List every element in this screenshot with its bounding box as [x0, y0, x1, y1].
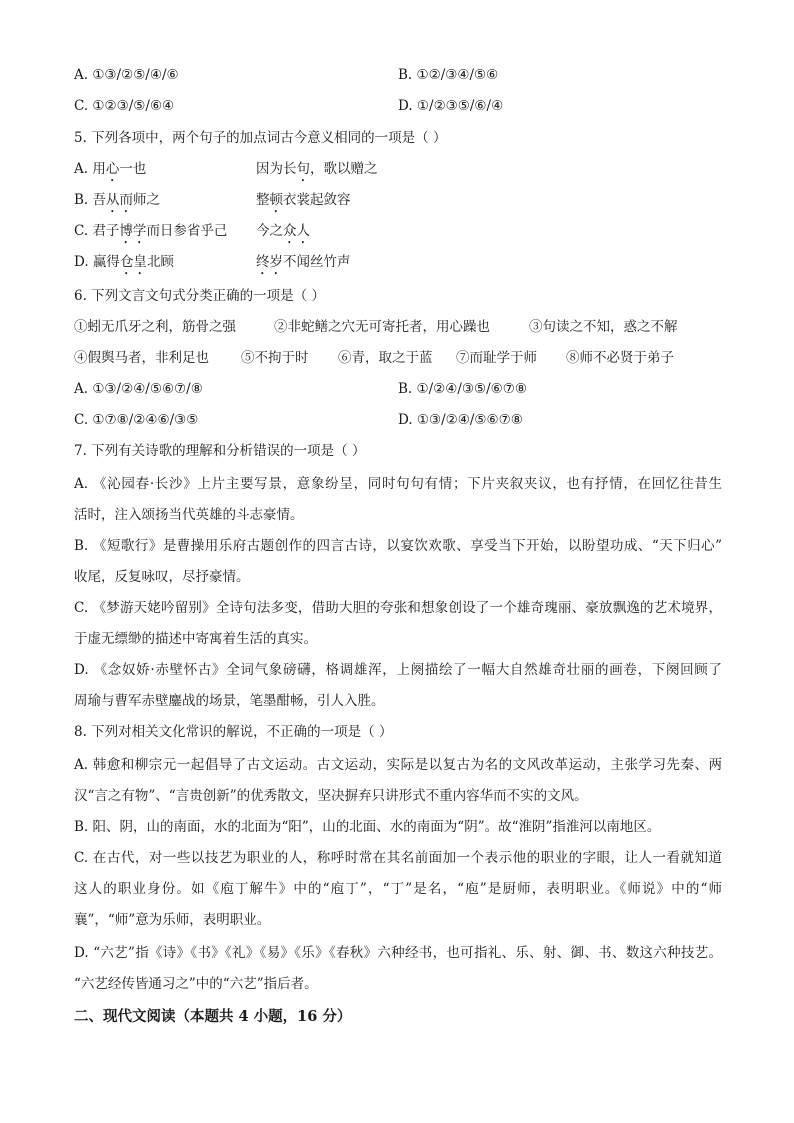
option-prefix: C. [74, 223, 93, 239]
q7-option-b-line1: B. 《短歌行》是曹操用乐府古题创作的四言古诗，以宴饮欢歌、享受当下开始，以盼望功成、“天下归心” [74, 538, 722, 554]
q6-option-a: A. ①③/②④/⑤⑥⑦/⑧ [74, 381, 203, 397]
option-prefix: D. [74, 254, 93, 270]
text: 因为长 [256, 161, 297, 177]
q4-option-d: D. ①/②③⑤/⑥/④ [398, 98, 504, 114]
q5-b-right [256, 191, 351, 216]
option-prefix: A. [74, 161, 93, 177]
q8-stem: 8. 下列对相关文化常识的解说，不正确的一项是（ ） [74, 724, 393, 740]
q5-stem: 5. 下列各项中，两个句子的加点词古今意义相同的一项是（ ） [74, 130, 447, 146]
q6-sentence-2: ②非蛇鳝之穴无可寄托者，用心躁也 [274, 319, 490, 335]
q8-option-a-line2: 汉“言之有物”、“言贵创新”的优秀散文，坚决摒弃只讲形式不重内容华而不实的文风。 [74, 788, 588, 804]
q5-c-right [256, 222, 310, 247]
q4-option-c: C. ①②③/⑤/⑥④ [74, 98, 175, 114]
q8-option-b-line1: B. 阳、阴，山的南面，水的北面为“阳”，山的北面、水的南面为“阴”。故“淮阴”指淮河以南地区。 [74, 819, 661, 835]
q7-option-c-line1: C. 《梦游天姥吟留别》全诗句法多变，借助大胆的夸张和想象创设了一个雄奇瑰丽、豪放飘逸的艺术境界， [74, 600, 722, 616]
q7-option-b-line2: 收尾，反复咏叹，尽抒豪情。 [74, 569, 250, 585]
text: 师之 [133, 192, 161, 208]
q4-option-b: B. ①②/③④/⑤⑥ [398, 67, 499, 83]
text: 衣裳起敛容 [283, 192, 351, 208]
q7-option-d-line2: 周瑜与曹军赤壁鏖战的场景，笔墨酣畅，引人入胜。 [74, 693, 385, 709]
q7-stem: 7. 下列有关诗歌的理解和分析错误的一项是（ ） [74, 443, 366, 459]
q5-c-left [74, 222, 227, 247]
q7-option-a-line1: A. 《沁园春·长沙》上片主要写景，意象纷呈，同时句句有情；下片夹叙夹议，也有抒情，在回忆往昔生 [74, 476, 722, 492]
dotted-word: 句 [296, 161, 310, 177]
q6-sentence-3: ③句读之不知，惑之不解 [529, 319, 678, 335]
q6-sentence-8: ⑧师不必贤于弟子 [566, 350, 674, 366]
text: 赢得 [92, 254, 120, 270]
q8-option-c-line1: C. 在古代，对一些以技艺为职业的人，称呼时常在其名前面加一个表示他的职业的字眼，让人一看就知道 [74, 850, 722, 866]
dotted-word: 顿 [269, 192, 283, 208]
q5-b-left [74, 191, 160, 216]
text: 一也 [119, 161, 147, 177]
q6-sentence-6: ⑥青，取之于蓝 [338, 350, 433, 366]
text: 不闻丝竹声 [283, 254, 351, 270]
text: 用 [92, 161, 106, 177]
text: 北顾 [146, 254, 174, 270]
section-heading: 二、现代文阅读（本题共 4 小题，16 分） [74, 1008, 352, 1025]
q6-stem: 6. 下列文言文句式分类正确的一项是（ ） [74, 288, 325, 304]
q8-option-a-line1: A. 韩愈和柳宗元一起倡导了古文运动。古文运动，实际是以复古为名的文风改革运动，主张学习先秦、两 [74, 757, 722, 773]
q6-sentence-7: ⑦而耻学于师 [456, 350, 537, 366]
q4-option-a: A. ①③/②⑤/④/⑥ [74, 67, 179, 83]
text: ，歌以赠之 [310, 161, 378, 177]
text: 吾 [92, 192, 107, 208]
q6-option-b: B. ①/②④/③⑤/⑥⑦⑧ [398, 381, 527, 397]
q7-option-c-line2: 于虚无缥缈的描述中寄寓着生活的真实。 [74, 631, 317, 647]
text: 君子 [92, 223, 120, 239]
q5-a-right [256, 160, 378, 185]
dotted-word: 众人 [283, 223, 310, 239]
q8-option-d-line1: D. “六艺”指《诗》《书》《礼》《易》《乐》《春秋》六种经书，也可指礼、乐、射、御、书、数这六种技艺。 [74, 945, 722, 961]
dotted-word: 博学 [119, 223, 147, 239]
q7-option-d-line1: D. 《念奴娇·赤壁怀古》全词气象磅礴，格调雄浑，上阕描绘了一幅大自然雄奇壮丽的画卷，下阕回顾了 [74, 662, 722, 678]
dotted-word: 仓皇 [119, 254, 147, 270]
dotted-word: 从而 [106, 192, 134, 208]
q6-sentence-4: ④假舆马者，非利足也 [74, 350, 209, 366]
q5-a-left [74, 160, 146, 185]
q5-d-right [256, 253, 351, 278]
q8-option-c-line2: 这人的职业身份。如《庖丁解牛》中的“庖丁”，“丁”是名，“庖”是厨师，表明职业。《师说》中的“师 [74, 881, 722, 897]
q6-sentence-5: ⑤不拘于时 [241, 350, 309, 366]
q6-option-c: C. ①⑦⑧/②④⑥/③⑤ [74, 412, 199, 428]
option-prefix: B. [74, 192, 93, 208]
q6-option-d: D. ①③/②④/⑤⑥⑦⑧ [398, 412, 523, 428]
dotted-word: 心 [105, 161, 120, 177]
q5-d-left [74, 253, 174, 278]
q6-sentence-1: ①蚓无爪牙之利，筋骨之强 [74, 319, 236, 335]
q7-option-a-line2: 活时，注入颂扬当代英雄的斗志豪情。 [74, 507, 304, 523]
q8-option-d-line2: “六艺经传皆通习之”中的“六艺”指后者。 [74, 976, 318, 992]
text: 今之 [256, 223, 283, 239]
q8-option-c-line3: 襄”，“师”意为乐师，表明职业。 [74, 912, 271, 928]
dotted-word: 终岁 [256, 254, 283, 270]
text: 而日参省乎己 [146, 223, 228, 239]
text: 整 [256, 192, 270, 208]
